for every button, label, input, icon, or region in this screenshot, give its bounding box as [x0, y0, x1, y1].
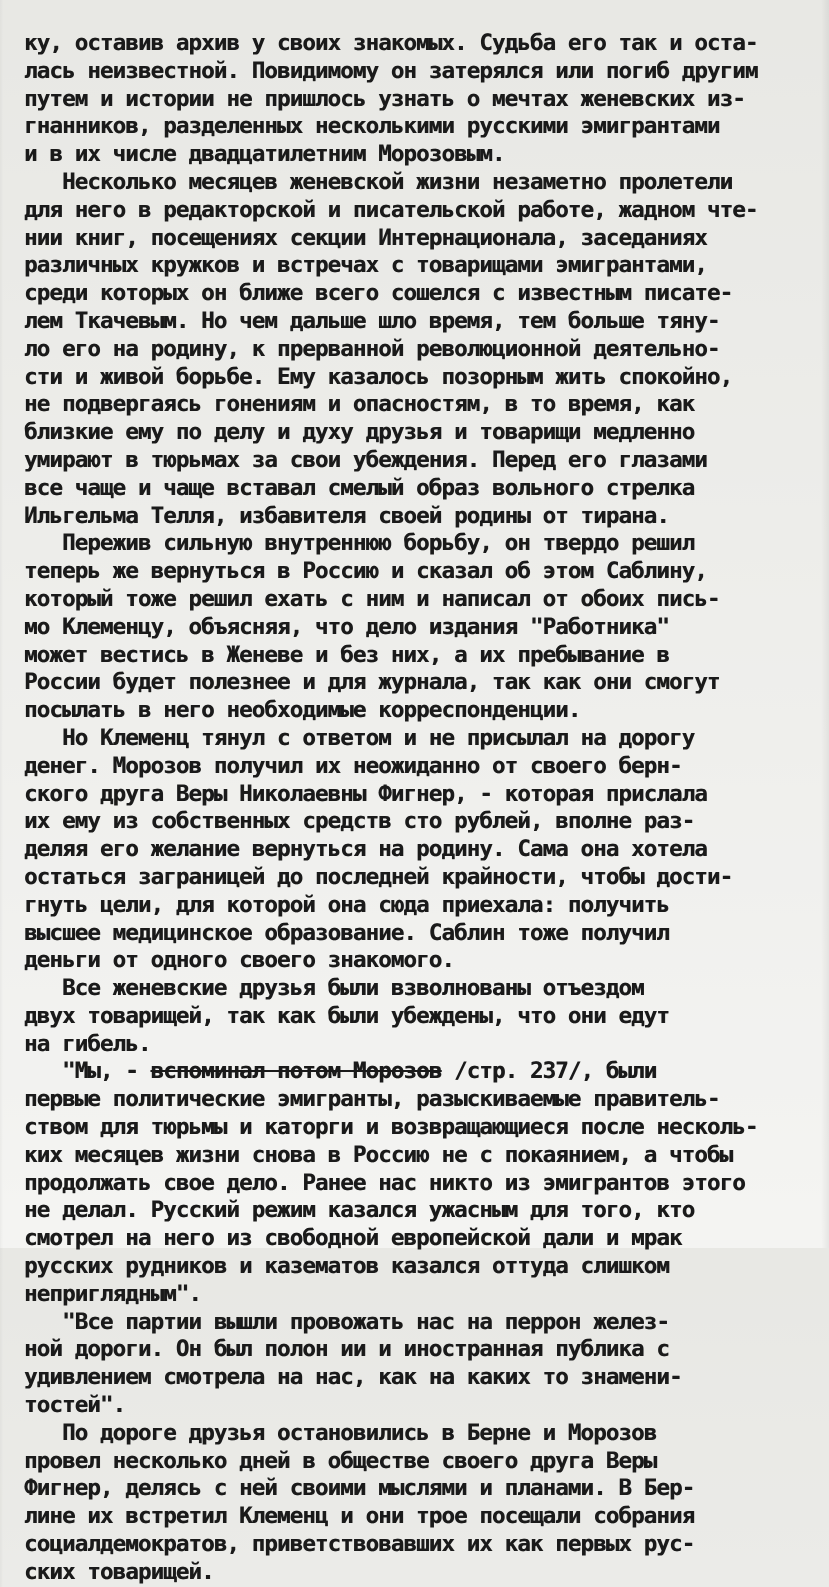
text-line: провел несколько дней в обществе своего друга Веры [24, 1447, 657, 1474]
quote-start: "Мы, - [24, 1058, 151, 1085]
text-line: их ему из собственных средств сто рублей, вполне раз- [24, 808, 695, 835]
text-line: ских товарищей. [24, 1558, 214, 1585]
text-line: высшее медицинское образование. Саблин тоже получил [24, 919, 669, 946]
text-line: на гибель. [24, 1030, 151, 1057]
quote-line-with-strikethrough [24, 1058, 801, 1086]
text-line: близкие ему по делу и духу друзья и товарищи медленно [24, 419, 695, 446]
text-line: Ильгельма Телля, избавителя своей родины от тирана. [24, 502, 669, 529]
quote-continuation: /стр. 237/, были [441, 1058, 657, 1085]
text-line: сти и живой борьбе. Ему казалось позорным жить спокойно, [24, 363, 733, 390]
text-line: неприглядным". [24, 1280, 202, 1307]
text-line: посылать в него необходимые корреспонденции. [24, 697, 581, 724]
text-line: мо Клеменцу, объясняя, что дело издания "Работника" [24, 613, 669, 640]
struck-out-text: вспоминал потом Морозов [150, 1058, 442, 1085]
text-line: русских рудников и казематов казался оттуда слишком [24, 1253, 669, 1280]
text-line: Все женевские друзья были взволнованы отъездом [24, 975, 644, 1002]
text-line: социалдемократов, приветствовавших их как первых рус- [24, 1531, 695, 1558]
text-line: Фигнер, делясь с ней своими мыслями и планами. В Бер- [24, 1475, 695, 1502]
text-line: умирают в тюрьмах за свои убеждения. Перед его глазами [24, 446, 707, 473]
text-line: Но Клеменц тянул с ответом и не присылал на дорогу [24, 724, 695, 751]
text-line: среди которых он ближе всего сошелся с известным писате- [24, 280, 733, 307]
text-line: ского друга Веры Николаевны Фигнер, - которая прислала [24, 780, 707, 807]
text-line: Пережив сильную внутреннюю борьбу, он твердо решил [24, 530, 695, 557]
text-line: тостей". [24, 1392, 126, 1419]
text-line: может вестись в Женеве и без них, а их пребывание в [24, 641, 669, 668]
text-line: нии книг, посещениях секции Интернационала, заседаниях [24, 224, 707, 251]
text-line: двух товарищей, так как были убеждены, что они едут [24, 1002, 669, 1029]
text-line: лась неизвестной. Повидимому он затерялся или погиб другим [24, 57, 758, 84]
text-line: лине их встретил Клеменц и они трое посещали собрания [24, 1503, 695, 1530]
text-line: различных кружков и встречах с товарищами эмигрантами, [24, 252, 707, 279]
text-line: продолжать свое дело. Ранее нас никто из эмигрантов этого [24, 1169, 745, 1196]
text-line: теперь же вернуться в Россию и сказал об этом Саблину, [24, 558, 707, 585]
text-line: гнуть цели, для которой она сюда приехала: получить [24, 891, 669, 918]
text-line: ких месяцев жизни снова в Россию не с покаянием, а чтобы [24, 1141, 733, 1168]
text-line: гнанников, разделенных несколькими русскими эмигрантами [24, 113, 720, 140]
page-edge-shadow [821, 0, 829, 1248]
text-line: не подвергаясь гонениям и опасностям, в то время, как [24, 391, 695, 418]
text-line: "Все партии вышли провожать нас на перрон желез- [24, 1308, 669, 1335]
text-line: ку, оставив архив у своих знакомых. Судьба его так и оста- [24, 30, 758, 56]
text-line: ством для тюрьмы и каторги и возвращающиеся после несколь- [24, 1114, 758, 1141]
text-line: который тоже решил ехать с ним и написал от обоих пись- [24, 585, 720, 612]
text-line: ной дороги. Он был полон ии и иностранная публика с [24, 1336, 669, 1363]
text-line: деньги от одного своего знакомого. [24, 947, 454, 974]
text-line: для него в редакторской и писательской работе, жадном чте- [24, 196, 758, 223]
text-line: смотрел на него из свободной европейской дали и мрак [24, 1225, 682, 1252]
text-line: не делал. Русский режим казался ужасным для того, кто [24, 1197, 695, 1224]
text-line: удивлением смотрела на нас, как на каких то знамени- [24, 1364, 682, 1391]
text-line: все чаще и чаще вставал смелый образ вольного стрелка [24, 474, 695, 501]
text-line: По дороге друзья остановились в Берне и Морозов [24, 1419, 657, 1446]
text-line: путем и истории не пришлось узнать о мечтах женевских из- [24, 85, 745, 112]
text-line: Несколько месяцев женевской жизни незаметно пролетели [24, 168, 733, 195]
text-line: лем Ткачевым. Но чем дальше шло время, тем больше тяну- [24, 307, 720, 334]
text-line: деляя его желание вернуться на родину. Сама она хотела [24, 836, 707, 863]
text-line: первые политические эмигранты, разыскиваемые правитель- [24, 1086, 720, 1113]
text-line: денег. Морозов получил их неожиданно от своего берн- [24, 752, 682, 779]
text-line: России будет полезнее и для журнала, так как они смогут [24, 669, 720, 696]
text-line: ло его на родину, к прерванной революционной деятельно- [24, 335, 720, 362]
text-line: остаться заграницей до последней крайности, чтобы дости- [24, 863, 733, 890]
text-line: и в их числе двадцатилетним Морозовым. [24, 141, 505, 168]
